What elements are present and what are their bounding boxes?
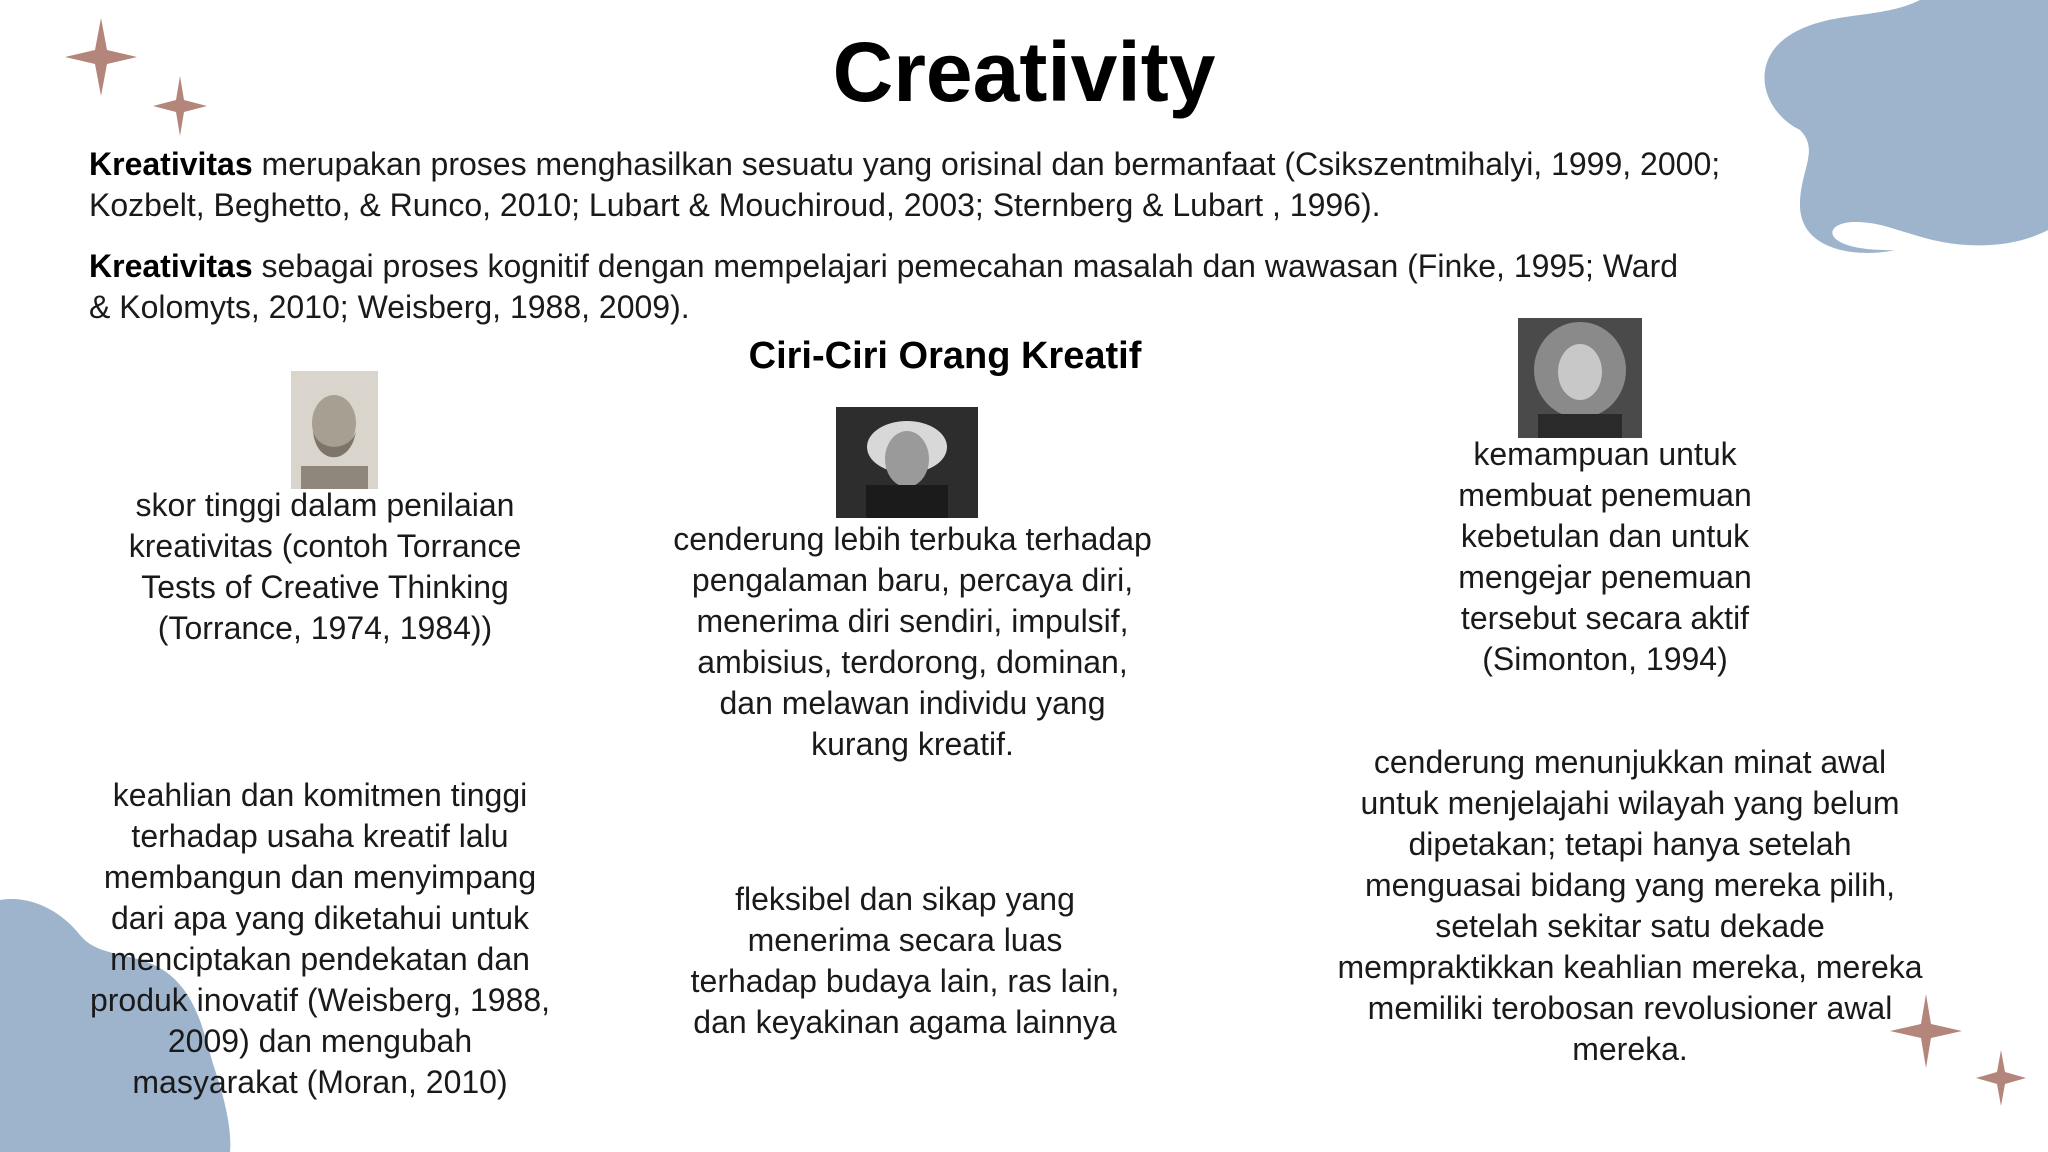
trait-text-1: [70, 485, 580, 649]
trait-line: membangun dan menyimpang: [103, 859, 537, 895]
trait-line: untuk menjelajahi wilayah yang belum: [1360, 785, 1900, 821]
trait-line: pengalaman baru, percaya diri,: [691, 562, 1134, 598]
trait-line: memiliki terobosan revolusioner awal: [1367, 990, 1893, 1026]
portrait-newton-image: [1518, 318, 1642, 438]
trait-line: cenderung lebih terbuka terhadap: [673, 521, 1152, 557]
trait-line: mereka.: [1572, 1031, 1688, 1067]
trait-text-2: [640, 519, 1185, 765]
definition-text: sebagai proses kognitif dengan mempelajari pemecahan masalah dan wawasan (Finke, 1995; Ward: [252, 248, 1679, 284]
definition-text: merupakan proses menghasilkan sesuatu yang orisinal dan bermanfaat (Csikszentmihalyi, 1999, 2000;: [252, 146, 1721, 182]
trait-line: Tests of Creative Thinking: [141, 569, 509, 605]
trait-line: produk inovatif (Weisberg, 1988,: [89, 982, 551, 1018]
trait-line: menerima secara luas: [747, 922, 1063, 958]
definition-term: Kreativitas: [89, 146, 253, 182]
slide-title: Creativity: [832, 25, 1216, 119]
trait-line: menciptakan pendekatan dan: [110, 941, 530, 977]
definition-term: Kreativitas: [89, 248, 253, 284]
trait-line: kreativitas (contoh Torrance: [128, 528, 522, 564]
trait-line: (Torrance, 1974, 1984)): [157, 610, 493, 646]
sparkle-icon: [1976, 1050, 2026, 1106]
definition-paragraph-1: [89, 144, 1720, 226]
trait-line: membuat penemuan: [1458, 477, 1752, 513]
trait-line: setelah sekitar satu dekade: [1435, 908, 1825, 944]
trait-line: dan melawan individu yang: [719, 685, 1106, 721]
portrait-sketch-image: [291, 371, 378, 489]
section-subtitle: Ciri-Ciri Orang Kreatif: [748, 335, 1142, 377]
trait-line: cenderung menunjukkan minat awal: [1373, 744, 1887, 780]
trait-line: skor tinggi dalam penilaian: [135, 487, 515, 523]
definition-text-line2: Kozbelt, Beghetto, & Runco, 2010; Lubart & Mouchiroud, 2003; Sternberg & Lubart , 1996).: [89, 187, 1381, 223]
trait-line: kemampuan untuk: [1473, 436, 1737, 472]
definition-text-line2: & Kolomyts, 2010; Weisberg, 1988, 2009).: [89, 289, 690, 325]
trait-text-6: [1300, 742, 1960, 1070]
trait-line: kurang kreatif.: [811, 726, 1014, 762]
trait-text-5: [650, 879, 1160, 1043]
trait-line: masyarakat (Moran, 2010): [132, 1064, 508, 1100]
trait-line: dipetakan; tetapi hanya setelah: [1408, 826, 1852, 862]
trait-line: ambisius, terdorong, dominan,: [697, 644, 1128, 680]
trait-line: dan keyakinan agama lainnya: [693, 1004, 1117, 1040]
portrait-scientist-image: [836, 407, 978, 518]
trait-line: kebetulan dan untuk: [1460, 518, 1750, 554]
trait-line: mempraktikkan keahlian mereka, mereka: [1337, 949, 1923, 985]
trait-line: mengejar penemuan: [1458, 559, 1752, 595]
trait-line: 2009) dan mengubah: [167, 1023, 473, 1059]
trait-line: (Simonton, 1994): [1482, 641, 1728, 677]
trait-line: terhadap budaya lain, ras lain,: [690, 963, 1120, 999]
trait-text-4: [55, 775, 585, 1103]
trait-line: terhadap usaha kreatif lalu: [131, 818, 509, 854]
trait-line: menguasai bidang yang mereka pilih,: [1364, 867, 1896, 903]
trait-line: dari apa yang diketahui untuk: [110, 900, 530, 936]
trait-line: keahlian dan komitmen tinggi: [112, 777, 528, 813]
trait-text-3: [1380, 434, 1830, 680]
definition-paragraph-2: [89, 246, 1678, 328]
trait-line: menerima diri sendiri, impulsif,: [696, 603, 1129, 639]
trait-line: fleksibel dan sikap yang: [735, 881, 1075, 917]
trait-line: tersebut secara aktif: [1460, 600, 1750, 636]
